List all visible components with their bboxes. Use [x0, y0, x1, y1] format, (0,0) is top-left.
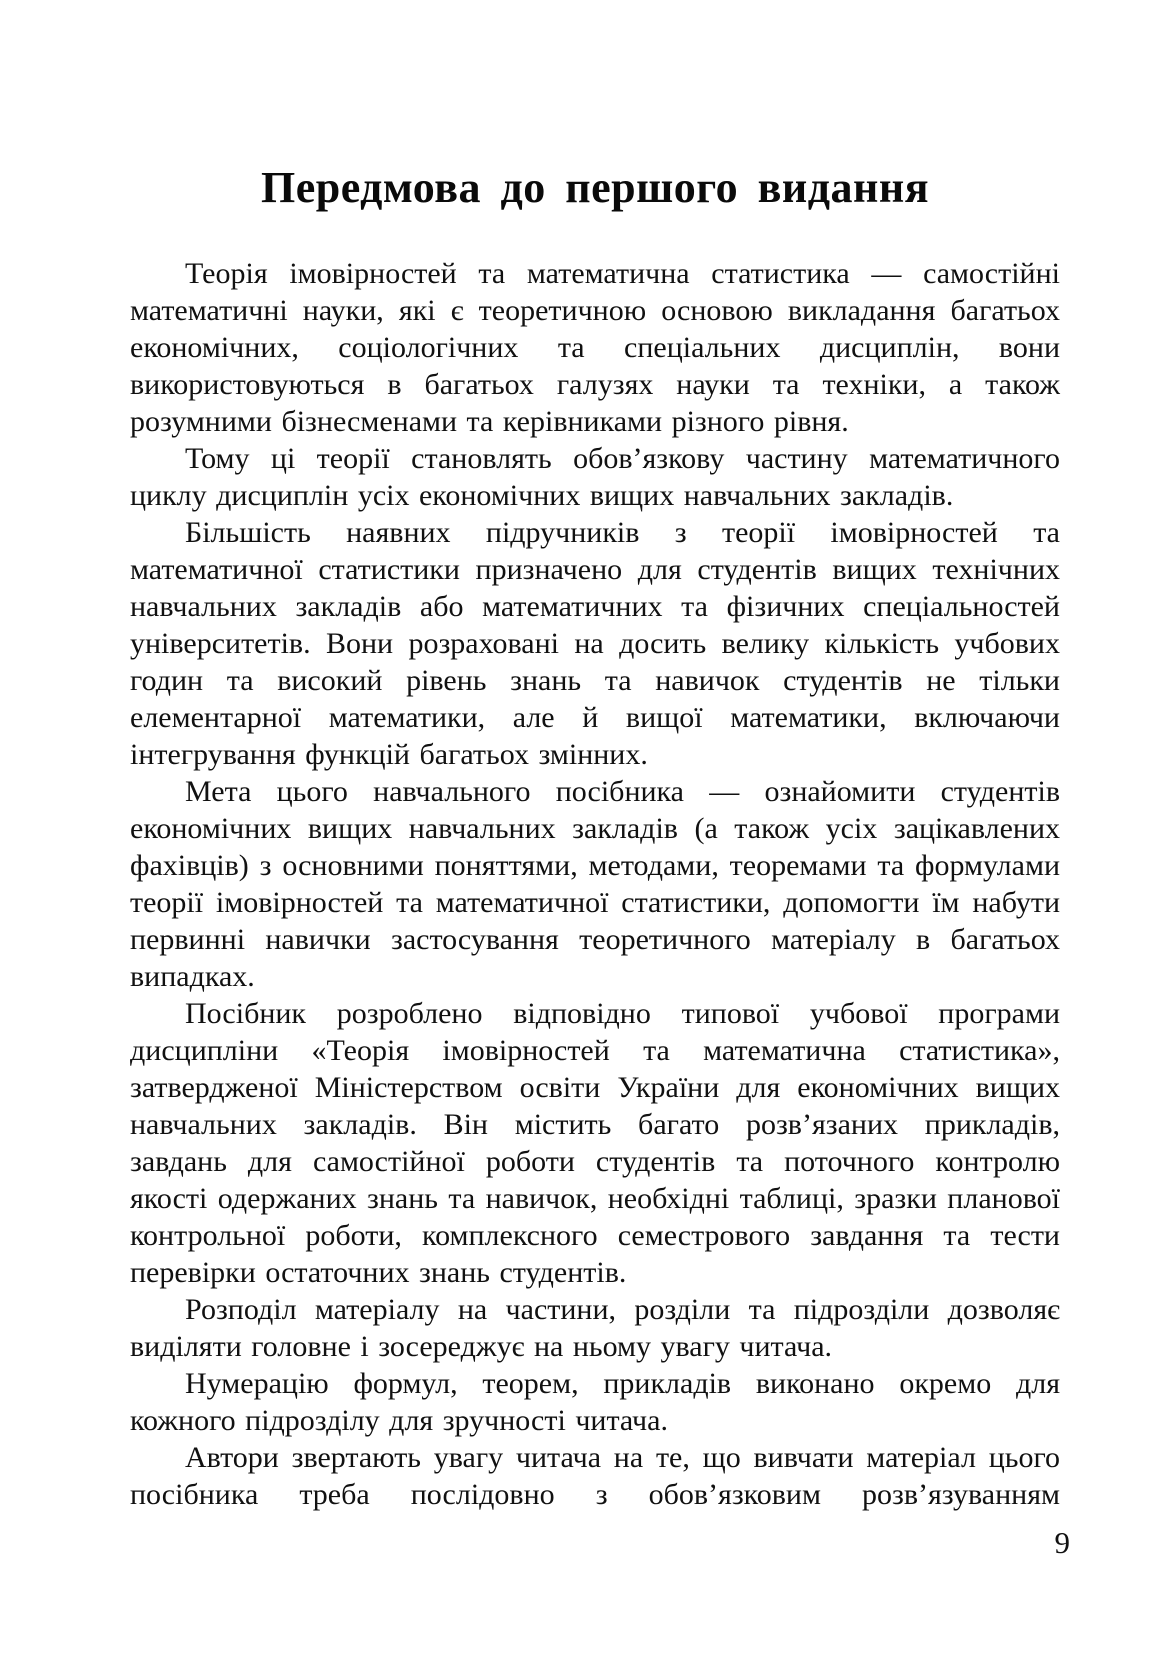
paragraph: Нумерацію формул, теорем, прикладів виконано окремо для кожного підрозділу для зручності читача. [130, 1367, 1060, 1437]
paragraph: Автори звертають увагу читача на те, що вивчати матеріал цього посібника треба послідовно з обов’язковим розв’язуванням [130, 1441, 1060, 1511]
chapter-title: Передмова до першого видання [260, 163, 929, 212]
paragraph: Більшість наявних підручників з теорії імовірностей та математичної статистики призначено для студентів вищих технічних навчальних закладів або математичних та фізичних спеціальностей університетів. Вони розраховані на досить велику кількість учбових годин та високий рівень знань та навичок студентів не тільки елементарної математики, але й вищої математики, включаючи інтегрування функцій багатьох змінних. [130, 516, 1060, 771]
paragraph: Розподіл матеріалу на частини, розділи та підрозділи дозволяє виділяти головне і зосереджує на ньому увагу читача. [130, 1293, 1060, 1363]
paragraph: Теорія імовірностей та математична статистика — самостійні математичні науки, які є теоретичною основою викладання багатьох економічних, соціологічних та спеціальних дисциплін, вони використовуються в багатьох галузях науки та техніки, а також розумними бізнесменами та керівниками різного рівня. [130, 257, 1060, 438]
page-number: 9 [1054, 1525, 1070, 1560]
text-column [130, 162, 1060, 1513]
paragraph: Посібник розроблено відповідно типової учбової програми дисципліни «Теорія імовірностей та математична статистика», затвердженої Міністерством освіти України для економічних вищих навчальних закладів. Він містить багато розв’язаних прикладів, завдань для самостійної роботи студентів та поточного контролю якості одержаних знань та навичок, необхідні таблиці, зразки планової контрольної роботи, комплексного семестрового завдання та тести перевірки остаточних знань студентів. [130, 997, 1060, 1289]
paragraph: Мета цього навчального посібника — ознайомити студентів економічних вищих навчальних закладів (а також усіх зацікавлених фахівців) з основними поняттями, методами, теоремами та формулами теорії імовірностей та математичної статистики, допомогти їм набути первинні навички застосування теоретичного матеріалу в багатьох випадках. [130, 775, 1060, 993]
body-text [130, 255, 1060, 1513]
paragraph: Тому ці теорії становлять обов’язкову частину математичного циклу дисциплін усіх економічних вищих навчальних закладів. [130, 442, 1060, 512]
